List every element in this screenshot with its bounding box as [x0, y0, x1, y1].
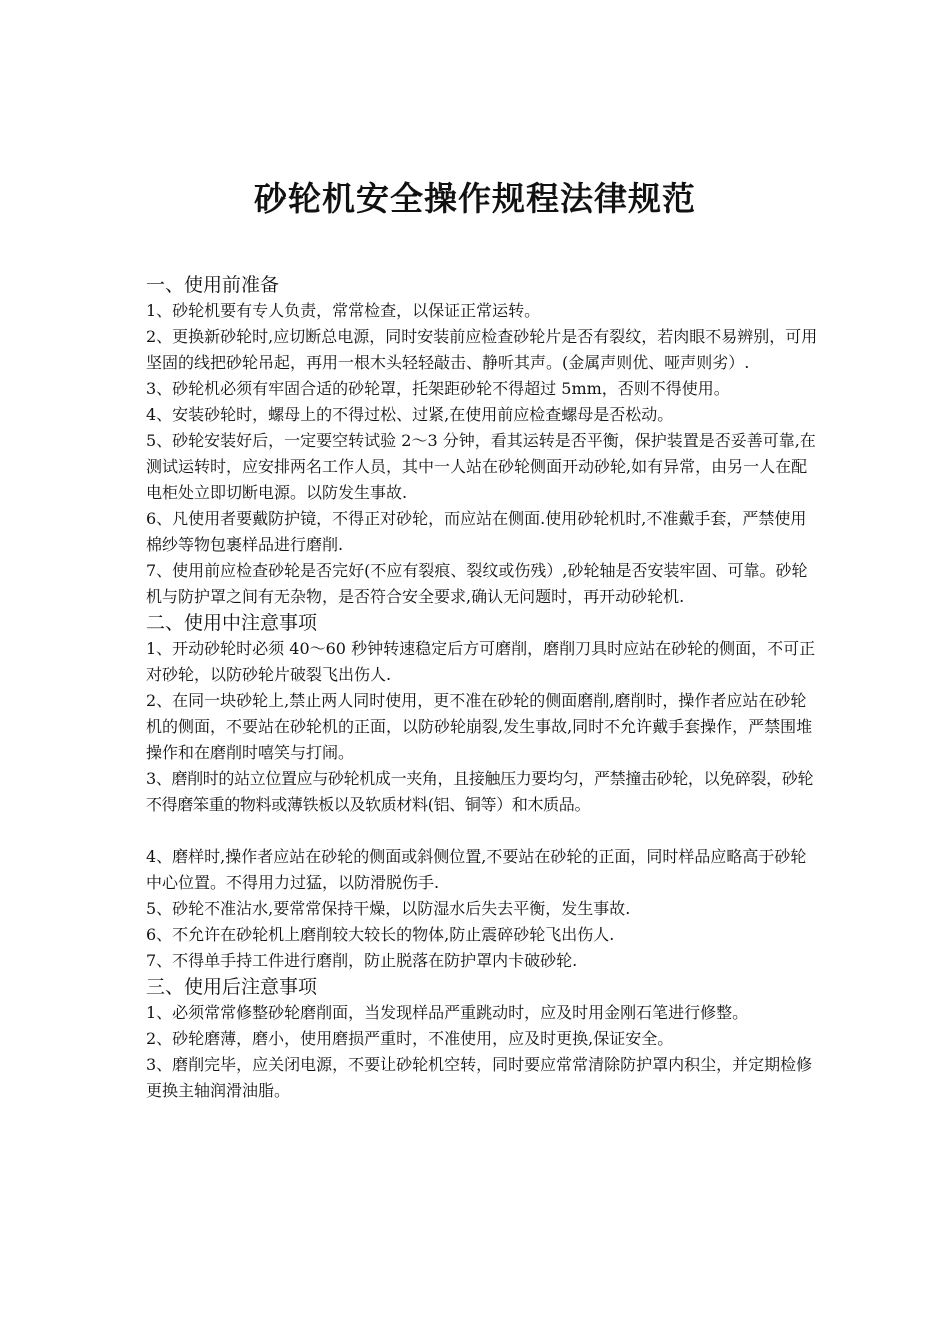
list-item: 7、不得单手持工件进行磨削，防止脱落在防护罩内卡破砂轮.	[146, 951, 578, 970]
list-item: 2、砂轮磨薄，磨小，使用磨损严重时，不准使用，应及时更换,保证安全。	[146, 1029, 674, 1048]
page-title: 砂轮机安全操作规程法律规范	[254, 179, 696, 218]
list-item: 1、砂轮机要有专人负责，常常检查，以保证正常运转。	[146, 301, 541, 320]
section-heading: 二、使用中注意事项	[146, 612, 318, 634]
list-item: 5、砂轮不准沾水,要常常保持干燥，以防湿水后失去平衡，发生事故.	[146, 899, 631, 918]
list-item: 5、砂轮安装好后，一定要空转试验 2～3 分钟，看其运转是否平衡，保护装置是否妥善可靠,在测试运转时，应安排两名工作人员，其中一人站在砂轮侧面开动砂轮,如有异常，由另一人在配电柜处立即切断电源。以防发生事故.	[146, 431, 816, 502]
list-item: 2、更换新砂轮时,应切断总电源，同时安装前应检查砂轮片是否有裂纹，若肉眼不易辨别，可用坚固的线把砂轮吊起，再用一根木头轻轻敲击、静听其声。(金属声则优、哑声则劣）.	[146, 327, 818, 372]
document-body	[146, 272, 818, 1104]
list-item: 1、开动砂轮时必须 40～60 秒钟转速稳定后方可磨削，磨削刀具时应站在砂轮的侧面，不可正对砂轮，以防砂轮片破裂飞出伤人.	[146, 639, 816, 684]
list-item: 4、安装砂轮时，螺母上的不得过松、过紧,在使用前应检查螺母是否松动。	[146, 405, 674, 424]
section-heading: 三、使用后注意事项	[146, 976, 318, 998]
list-item: 3、砂轮机必须有牢固合适的砂轮罩，托架距砂轮不得超过 5mm，否则不得使用。	[146, 379, 730, 398]
list-item: 3、磨削时的站立位置应与砂轮机成一夹角，且接触压力要均匀，严禁撞击砂轮，以免碎裂，砂轮不得磨笨重的物料或薄铁板以及软质材料(铝、铜等）和木质品。	[146, 769, 814, 814]
list-item: 1、必须常常修整砂轮磨削面，当发现样品严重跳动时，应及时用金刚石笔进行修整。	[146, 1003, 749, 1022]
list-item: 7、使用前应检查砂轮是否完好(不应有裂痕、裂纹或伤残）,砂轮轴是否安装牢固、可靠。砂轮机与防护罩之间有无杂物，是否符合安全要求,确认无问题时，再开动砂轮机.	[146, 561, 808, 606]
list-item: 3、磨削完毕，应关闭电源，不要让砂轮机空转，同时要应常常清除防护罩内积尘，并定期检修更换主轴润滑油脂。	[146, 1055, 813, 1100]
list-item: 6、凡使用者要戴防护镜，不得正对砂轮，而应站在侧面.使用砂轮机时,不准戴手套，严禁使用棉纱等物包裹样品进行磨削.	[146, 509, 807, 554]
list-item: 2、在同一块砂轮上,禁止两人同时使用，更不准在砂轮的侧面磨削,磨削时，操作者应站在砂轮机的侧面，不要站在砂轮机的正面，以防砂轮崩裂,发生事故,同时不允许戴手套操作，严禁围堆操作和在磨削时嘻笑与打闹。	[146, 691, 813, 762]
list-item: 6、不允许在砂轮机上磨削较大较长的物体,防止震碎砂轮飞出伤人.	[146, 925, 615, 944]
list-item: 4、磨样时,操作者应站在砂轮的侧面或斜侧位置,不要站在砂轮的正面，同时样品应略高于砂轮中心位置。不得用力过猛，以防滑脱伤手.	[146, 847, 807, 892]
section-before-use	[146, 272, 818, 610]
section-heading: 一、使用前准备	[146, 274, 280, 296]
section-after-use	[146, 974, 818, 1104]
section-during-use	[146, 610, 818, 974]
